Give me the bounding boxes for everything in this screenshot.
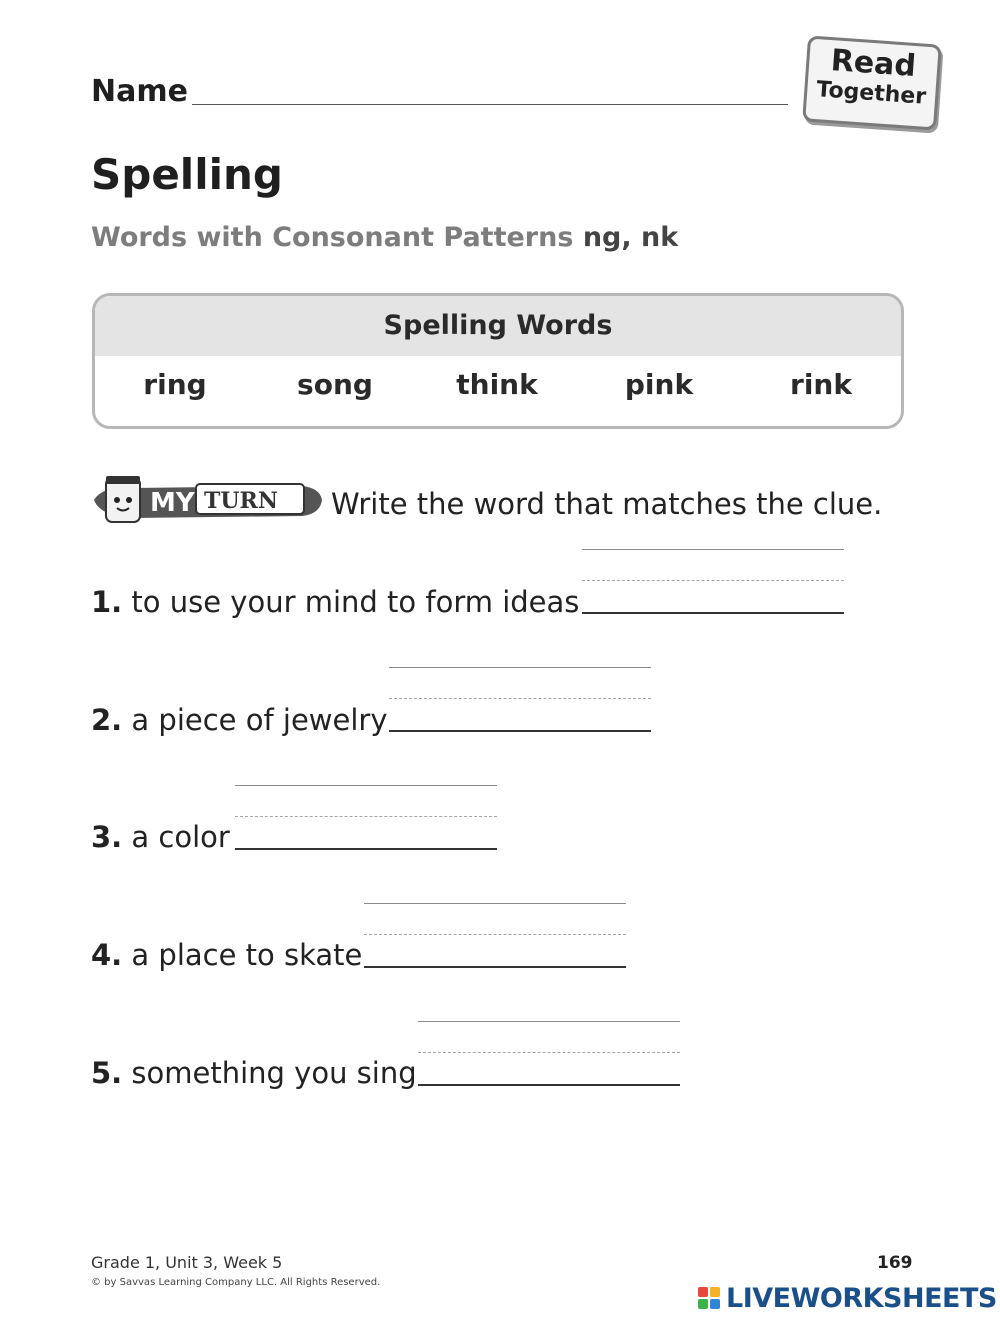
- answer-line-5[interactable]: [418, 1084, 680, 1086]
- clue-item-5: [91, 1056, 417, 1090]
- writing-line-top: [364, 903, 626, 904]
- writing-line-mid: [389, 698, 651, 699]
- clue-item-4: [91, 938, 362, 972]
- item-clue: to use your mind to form ideas: [131, 585, 580, 619]
- instruction-text: Write the word that matches the clue.: [331, 487, 883, 521]
- subtitle-prefix: Words with Consonant Patterns: [91, 222, 574, 253]
- item-number: 3.: [91, 820, 123, 854]
- writing-line-top: [418, 1021, 680, 1022]
- page-subtitle: [91, 222, 678, 253]
- badge-line1: Read: [829, 43, 918, 84]
- subtitle-patterns: ng, nk: [582, 222, 679, 253]
- writing-line-top: [235, 785, 497, 786]
- item-number: 2.: [91, 703, 123, 737]
- liveworksheets-logo-icon: [698, 1283, 722, 1315]
- spelling-words-heading: Spelling Words: [95, 296, 901, 356]
- my-turn-my-text: MY: [150, 488, 195, 518]
- writing-line-top: [389, 667, 651, 668]
- page-number: 169: [877, 1253, 913, 1273]
- badge-line2: Together: [815, 77, 927, 110]
- spelling-word: song: [297, 368, 373, 401]
- writing-line-top: [582, 549, 844, 550]
- answer-line-4[interactable]: [364, 966, 626, 968]
- clue-item-1: [91, 585, 579, 619]
- my-turn-turn-text: TURN: [204, 488, 278, 514]
- answer-line-3[interactable]: [235, 848, 497, 850]
- writing-line-mid: [235, 816, 497, 817]
- spelling-word: pink: [624, 368, 694, 401]
- read-together-badge: [802, 35, 942, 130]
- item-number: 4.: [91, 938, 123, 972]
- item-clue: a piece of jewelry: [131, 703, 388, 737]
- footer-copyright: © by Savvas Learning Company LLC. All Rights Reserved.: [91, 1277, 381, 1288]
- my-turn-logo: [92, 470, 324, 530]
- writing-line-mid: [582, 580, 844, 581]
- clue-item-3: [91, 820, 230, 854]
- item-clue: a place to skate: [131, 938, 363, 972]
- name-input-line[interactable]: [192, 104, 788, 105]
- clue-item-2: [91, 703, 388, 737]
- name-label: Name: [91, 74, 188, 109]
- spelling-word: rink: [790, 368, 852, 401]
- spelling-word: think: [456, 368, 538, 401]
- page-title: Spelling: [91, 150, 283, 199]
- item-number: 5.: [91, 1056, 123, 1090]
- writing-line-mid: [418, 1052, 680, 1053]
- footer-grade: Grade 1, Unit 3, Week 5: [91, 1253, 283, 1272]
- spelling-word: ring: [143, 368, 207, 401]
- spelling-words-box: [92, 293, 904, 429]
- answer-line-1[interactable]: [582, 612, 844, 614]
- item-number: 1.: [91, 585, 123, 619]
- item-clue: a color: [131, 820, 230, 854]
- writing-line-mid: [364, 934, 626, 935]
- answer-line-2[interactable]: [389, 730, 651, 732]
- item-clue: something you sing: [131, 1056, 417, 1090]
- liveworksheets-watermark: LIVEWORKSHEETS: [726, 1283, 997, 1314]
